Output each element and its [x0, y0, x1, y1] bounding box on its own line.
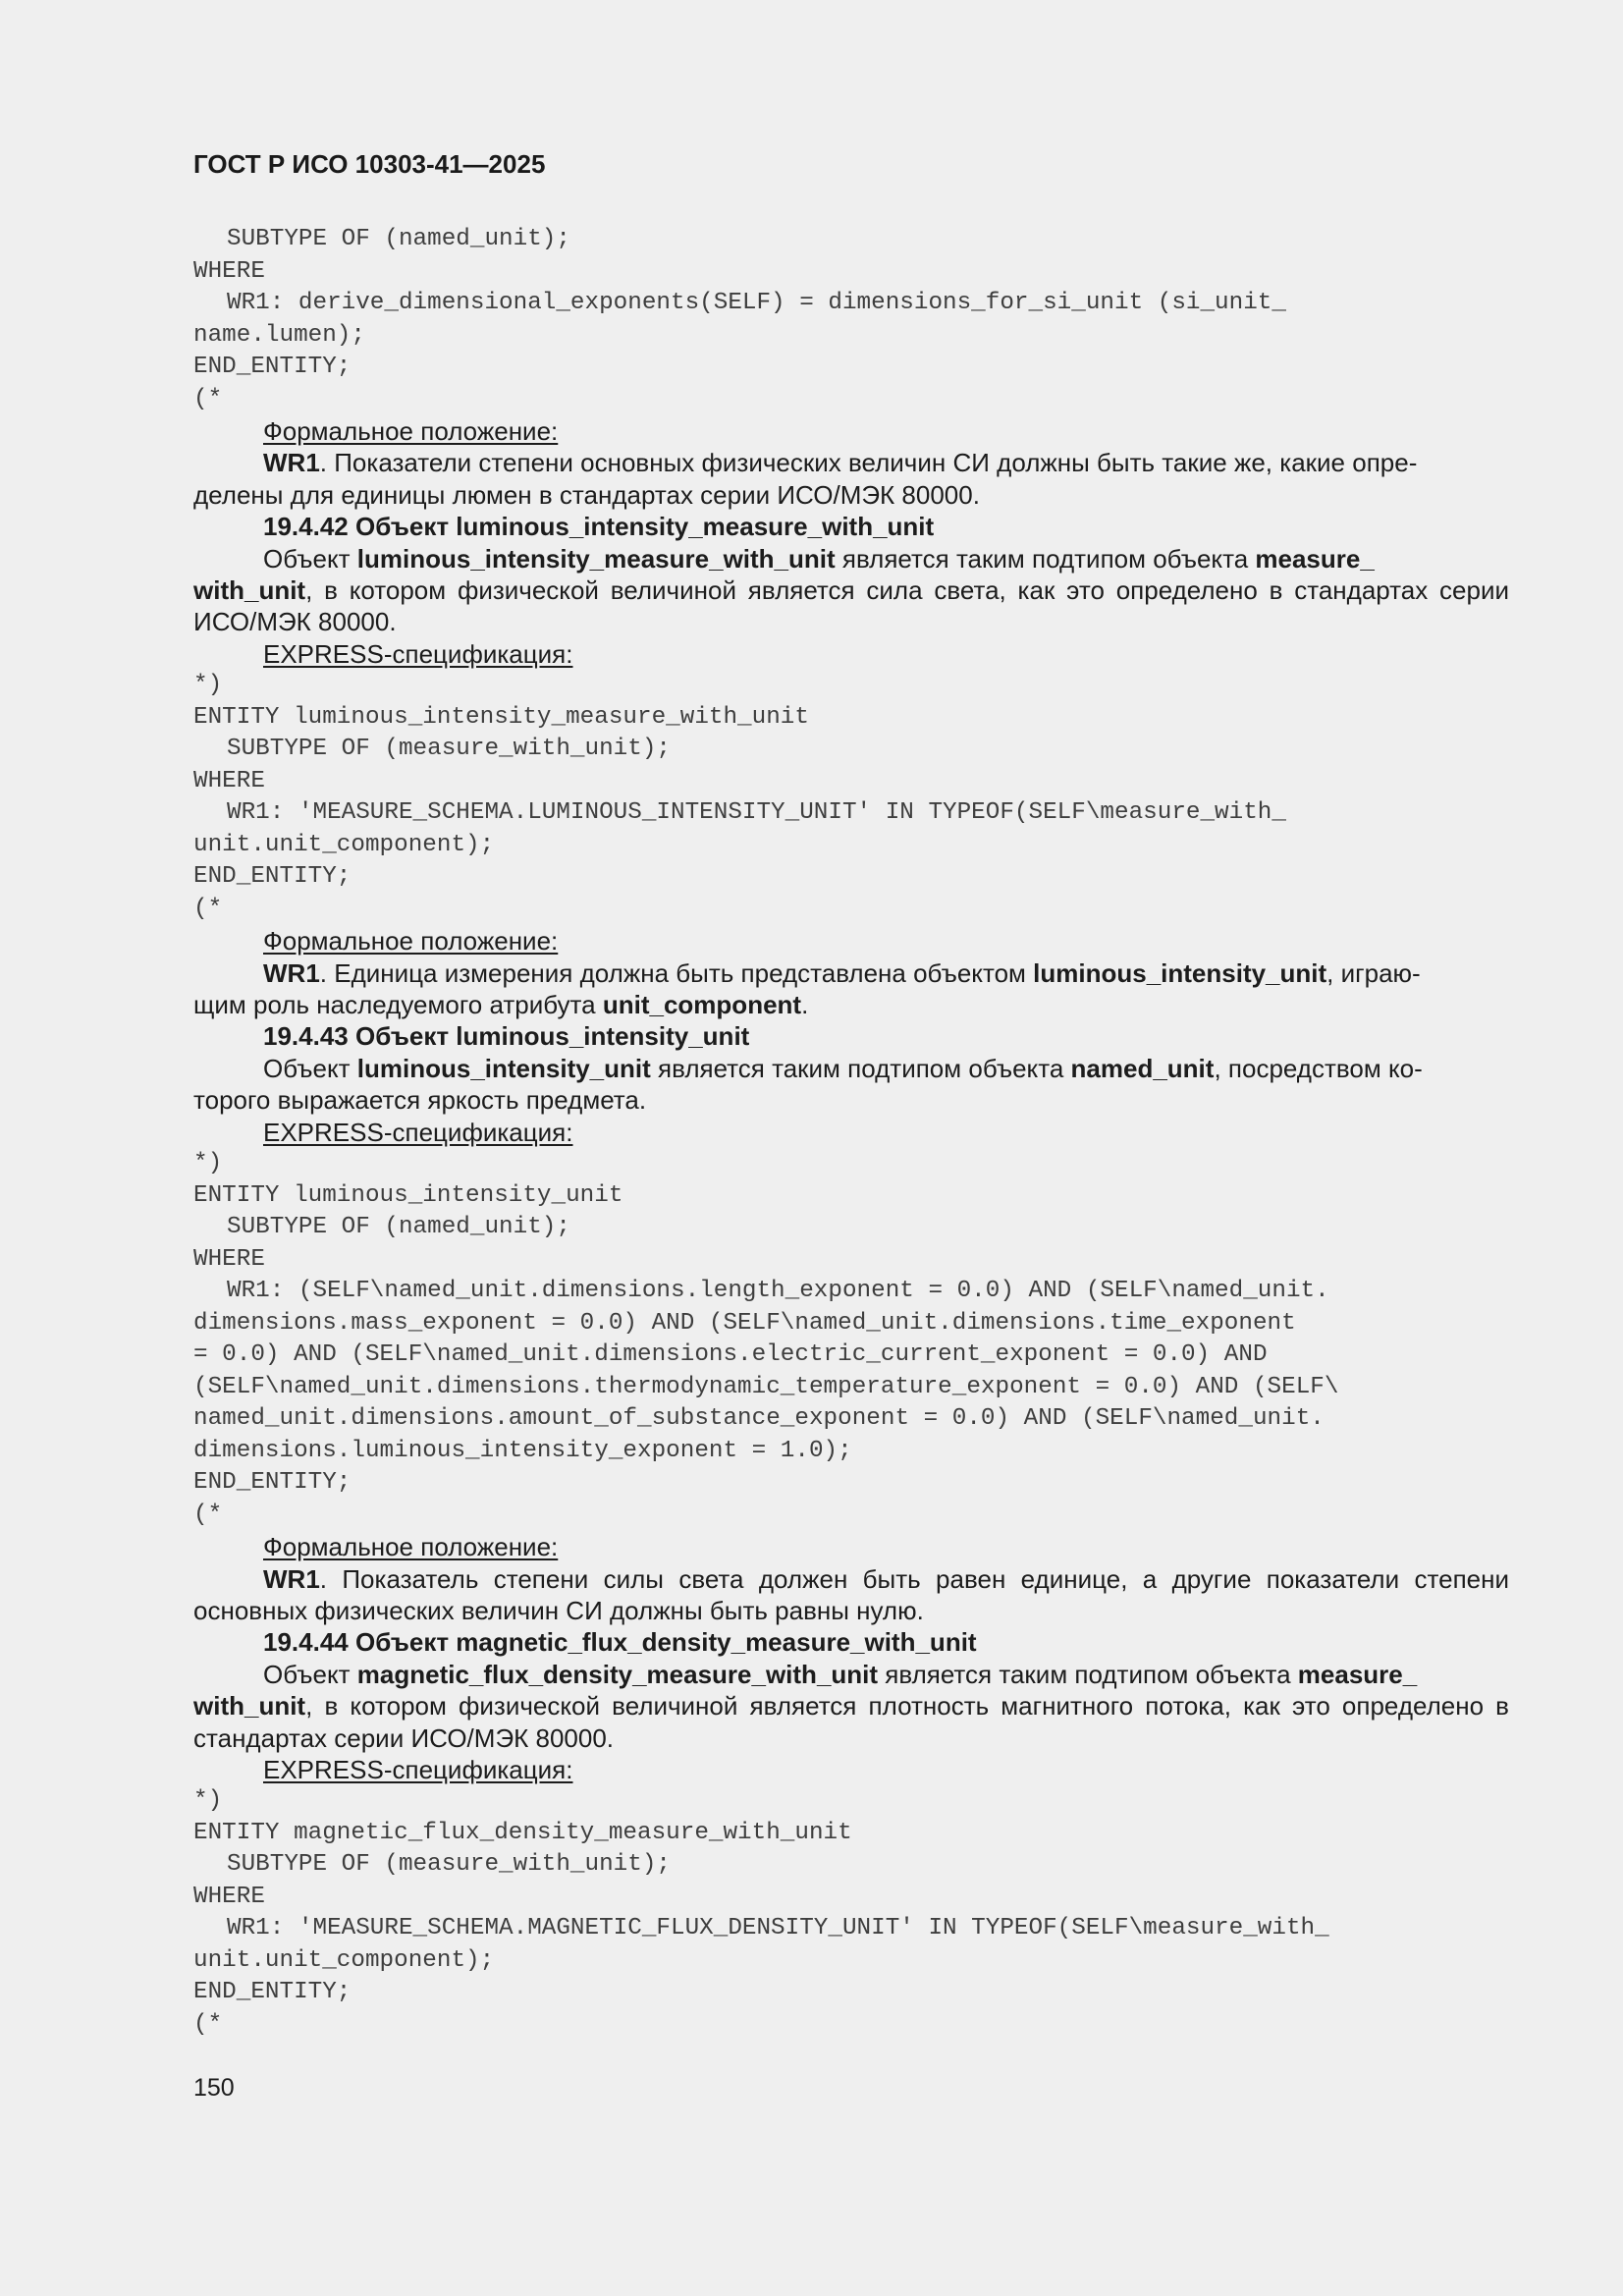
code-line: END_ENTITY; — [193, 1469, 352, 1497]
rule-paragraph: WR1. Показатель степени силы света должен быть равен единице, а другие показатели степени основных физических величин СИ должны быть равны нулю. — [193, 1563, 1509, 1625]
code-line: WR1: 'MEASURE_SCHEMA.LUMINOUS_INTENSITY_UNIT' IN TYPEOF(SELF\measure_with_ — [227, 799, 1286, 827]
code-line: (SELF\named_unit.dimensions.thermodynamic_temperature_exponent = 0.0) AND (SELF\ — [193, 1373, 1339, 1400]
section-heading: 19.4.43 Объект luminous_intensity_unit — [263, 1021, 750, 1052]
code-line: *) — [193, 1787, 223, 1815]
code-line: SUBTYPE OF (measure_with_unit); — [227, 736, 671, 763]
rule-paragraph: WR1. Единица измерения должна быть представлена объектом luminous_intensity_unit, играю- щим роль наследуемого атрибута unit_component. — [193, 957, 1421, 1020]
section-heading: 19.4.44 Объект magnetic_flux_density_measure_with_unit — [263, 1627, 977, 1658]
code-line: WHERE — [193, 1245, 265, 1273]
code-line: SUBTYPE OF (named_unit); — [227, 1214, 570, 1241]
express-spec-label: EXPRESS-спецификация: — [263, 638, 573, 669]
code-line: WHERE — [193, 1883, 265, 1910]
code-line: END_ENTITY; — [193, 1979, 352, 2006]
code-line: (* — [193, 895, 223, 922]
code-line: SUBTYPE OF (measure_with_unit); — [227, 1851, 671, 1879]
section-description: Объект luminous_intensity_unit является таким подтипом объекта named_unit, посредством ко- торого выражается яркость предмета. — [193, 1053, 1423, 1116]
code-line: named_unit.dimensions.amount_of_substance_exponent = 0.0) AND (SELF\named_unit. — [193, 1405, 1325, 1433]
code-line: ENTITY luminous_intensity_unit — [193, 1181, 623, 1209]
code-line: END_ENTITY; — [193, 863, 352, 891]
section-heading: 19.4.42 Объект luminous_intensity_measure_with_unit — [263, 512, 935, 542]
code-line: WR1: 'MEASURE_SCHEMA.MAGNETIC_FLUX_DENSITY_UNIT' IN TYPEOF(SELF\measure_with_ — [227, 1915, 1329, 1942]
rule-paragraph: WR1. Показатели степени основных физических величин СИ должны быть такие же, какие опре- делены для единицы люмен в стандартах серии ИСО/МЭК 80000. — [193, 448, 1418, 510]
code-line: unit.unit_component); — [193, 831, 495, 858]
code-line: dimensions.luminous_intensity_exponent = 1.0); — [193, 1437, 852, 1464]
code-line: (* — [193, 385, 223, 412]
code-line: ENTITY magnetic_flux_density_measure_with_unit — [193, 1819, 852, 1846]
code-line: *) — [193, 672, 223, 699]
code-line: WHERE — [193, 767, 265, 794]
code-line: = 0.0) AND (SELF\named_unit.dimensions.electric_current_exponent = 0.0) AND — [193, 1341, 1268, 1369]
code-line: *) — [193, 1150, 223, 1177]
code-line: SUBTYPE OF (named_unit); — [227, 226, 570, 252]
code-line: WHERE — [193, 257, 265, 285]
code-line: dimensions.mass_exponent = 0.0) AND (SELF\named_unit.dimensions.time_exponent — [193, 1309, 1296, 1337]
code-line: name.lumen); — [193, 321, 365, 349]
section-description: Объект magnetic_flux_density_measure_with_unit является таким подтипом объекта measure_ with_unit, в котором физической величиной является плотность магнитного потока, как это определено в стандартах серии ИСО/МЭК 80000. — [193, 1659, 1509, 1753]
code-line: END_ENTITY; — [193, 354, 352, 380]
code-line: WR1: derive_dimensional_exponents(SELF) = dimensions_for_si_unit (si_unit_ — [227, 290, 1286, 316]
code-line: WR1: (SELF\named_unit.dimensions.length_exponent = 0.0) AND (SELF\named_unit. — [227, 1278, 1329, 1305]
code-line: (* — [193, 1501, 223, 1528]
code-line: ENTITY luminous_intensity_measure_with_unit — [193, 703, 809, 731]
express-spec-label: EXPRESS-спецификация: — [263, 1754, 573, 1784]
page-content — [193, 224, 1509, 2041]
document-header: ГОСТ Р ИСО 10303-41—2025 — [193, 149, 546, 179]
formal-statement-label: Формальное положение: — [263, 926, 559, 957]
express-spec-label: EXPRESS-спецификация: — [263, 1117, 573, 1147]
page-number: 150 — [193, 2074, 235, 2102]
code-line: (* — [193, 2010, 223, 2038]
formal-statement-label: Формальное положение: — [263, 416, 559, 446]
code-line: unit.unit_component); — [193, 1946, 495, 1974]
section-description: Объект luminous_intensity_measure_with_unit является таким подтипом объекта measure_ with_unit, в котором физической величиной является сила света, как это определено в стандартах серии ИСО/МЭК 80000. — [193, 543, 1509, 637]
formal-statement-label: Формальное положение: — [263, 1532, 559, 1562]
